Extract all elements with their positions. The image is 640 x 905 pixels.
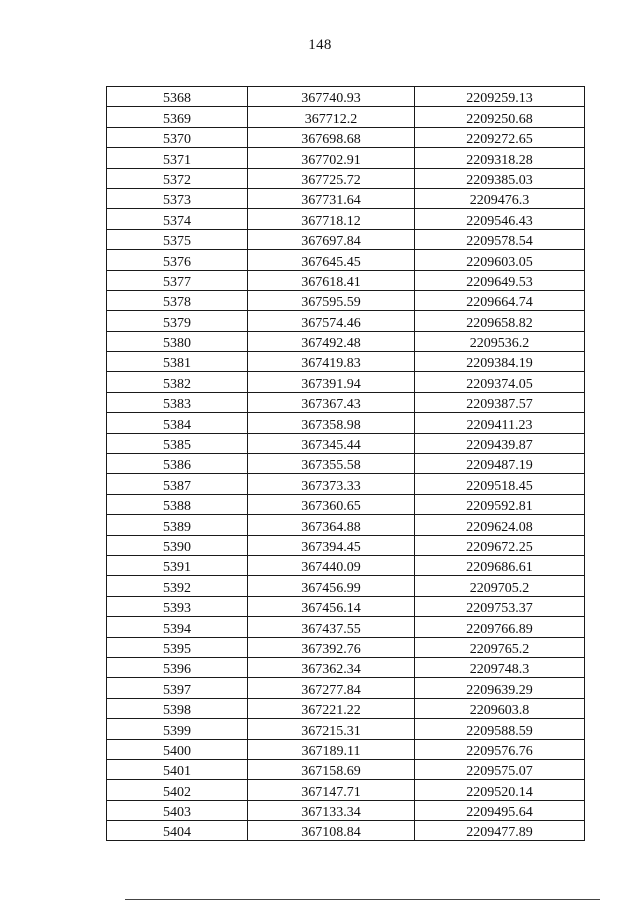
cell-text: 5386	[163, 458, 191, 474]
table-row	[107, 555, 585, 575]
cell-text: 367725.72	[301, 172, 361, 188]
cell-text: 5377	[163, 274, 191, 290]
coordinates-table	[106, 86, 585, 841]
cell-text: 367221.22	[301, 703, 361, 719]
x-coordinate-cell	[248, 433, 415, 453]
point-number-cell	[107, 433, 248, 453]
y-coordinate-cell	[415, 719, 585, 739]
cell-text: 2209664.74	[466, 295, 533, 311]
cell-text: 5390	[163, 539, 191, 555]
cell-text: 367440.09	[301, 560, 361, 576]
table-row	[107, 168, 585, 188]
y-coordinate-cell	[415, 433, 585, 453]
x-coordinate-cell	[248, 413, 415, 433]
x-coordinate-cell	[248, 107, 415, 127]
x-coordinate-cell	[248, 678, 415, 698]
x-coordinate-cell	[248, 474, 415, 494]
cell-text: 5396	[163, 662, 191, 678]
cell-text: 2209592.81	[466, 499, 533, 515]
y-coordinate-cell	[415, 352, 585, 372]
y-coordinate-cell	[415, 127, 585, 147]
cell-text: 367360.65	[301, 499, 361, 515]
point-number-cell	[107, 331, 248, 351]
cell-text: 367367.43	[301, 397, 361, 413]
cell-text: 367364.88	[301, 519, 361, 535]
cell-text: 5382	[163, 376, 191, 392]
cell-text: 367645.45	[301, 254, 361, 270]
y-coordinate-cell	[415, 270, 585, 290]
y-coordinate-cell	[415, 535, 585, 555]
point-number-cell	[107, 596, 248, 616]
x-coordinate-cell	[248, 127, 415, 147]
cell-text: 367392.76	[301, 641, 361, 657]
x-coordinate-cell	[248, 270, 415, 290]
table-row	[107, 739, 585, 759]
cell-text: 367740.93	[301, 91, 361, 107]
cell-text: 2209272.65	[466, 132, 533, 148]
cell-text: 5403	[163, 805, 191, 821]
table-row	[107, 433, 585, 453]
cell-text: 2209536.2	[469, 336, 530, 352]
y-coordinate-cell	[415, 780, 585, 800]
y-coordinate-cell	[415, 494, 585, 514]
y-coordinate-cell	[415, 229, 585, 249]
table-row	[107, 780, 585, 800]
point-number-cell	[107, 290, 248, 310]
y-coordinate-cell	[415, 821, 585, 841]
table-row	[107, 719, 585, 739]
point-number-cell	[107, 148, 248, 168]
table-row	[107, 87, 585, 107]
table-row	[107, 392, 585, 412]
point-number-cell	[107, 392, 248, 412]
cell-text: 367158.69	[301, 764, 361, 780]
cell-text: 2209753.37	[466, 601, 533, 617]
y-coordinate-cell	[415, 372, 585, 392]
point-number-cell	[107, 209, 248, 229]
point-number-cell	[107, 821, 248, 841]
cell-text: 5395	[163, 641, 191, 657]
cell-text: 367618.41	[301, 274, 361, 290]
point-number-cell	[107, 188, 248, 208]
cell-text: 2209387.57	[466, 397, 533, 413]
table-row	[107, 800, 585, 820]
point-number-cell	[107, 250, 248, 270]
x-coordinate-cell	[248, 698, 415, 718]
point-number-cell	[107, 270, 248, 290]
table-row	[107, 229, 585, 249]
cell-text: 367698.68	[301, 132, 361, 148]
cell-text: 367358.98	[301, 417, 361, 433]
cell-text: 2209318.28	[466, 152, 533, 168]
cell-text: 2209639.29	[466, 682, 533, 698]
point-number-cell	[107, 576, 248, 596]
y-coordinate-cell	[415, 290, 585, 310]
table-row	[107, 657, 585, 677]
cell-text: 367595.59	[301, 295, 361, 311]
y-coordinate-cell	[415, 392, 585, 412]
point-number-cell	[107, 168, 248, 188]
point-number-cell	[107, 474, 248, 494]
point-number-cell	[107, 413, 248, 433]
y-coordinate-cell	[415, 168, 585, 188]
x-coordinate-cell	[248, 555, 415, 575]
y-coordinate-cell	[415, 107, 585, 127]
cell-text: 5385	[163, 438, 191, 454]
cell-text: 367697.84	[301, 234, 361, 250]
table-row	[107, 270, 585, 290]
x-coordinate-cell	[248, 637, 415, 657]
x-coordinate-cell	[248, 148, 415, 168]
cell-text: 5402	[163, 784, 191, 800]
y-coordinate-cell	[415, 311, 585, 331]
cell-text: 2209546.43	[466, 213, 533, 229]
point-number-cell	[107, 352, 248, 372]
cell-text: 367492.48	[301, 336, 361, 352]
y-coordinate-cell	[415, 148, 585, 168]
x-coordinate-cell	[248, 188, 415, 208]
y-coordinate-cell	[415, 515, 585, 535]
y-coordinate-cell	[415, 331, 585, 351]
cell-text: 5394	[163, 621, 191, 637]
x-coordinate-cell	[248, 759, 415, 779]
x-coordinate-cell	[248, 250, 415, 270]
point-number-cell	[107, 617, 248, 637]
cell-text: 5371	[163, 152, 191, 168]
point-number-cell	[107, 800, 248, 820]
table-row	[107, 372, 585, 392]
table-row	[107, 107, 585, 127]
cell-text: 2209439.87	[466, 438, 533, 454]
table-row	[107, 413, 585, 433]
cell-text: 367437.55	[301, 621, 361, 637]
x-coordinate-cell	[248, 209, 415, 229]
cell-text: 2209250.68	[466, 111, 533, 127]
table-row	[107, 535, 585, 555]
bottom-rule	[125, 899, 600, 900]
cell-text: 2209495.64	[466, 805, 533, 821]
table-row	[107, 576, 585, 596]
y-coordinate-cell	[415, 555, 585, 575]
x-coordinate-cell	[248, 168, 415, 188]
y-coordinate-cell	[415, 474, 585, 494]
y-coordinate-cell	[415, 413, 585, 433]
table-row	[107, 331, 585, 351]
point-number-cell	[107, 678, 248, 698]
point-number-cell	[107, 535, 248, 555]
y-coordinate-cell	[415, 739, 585, 759]
cell-text: 2209649.53	[466, 274, 533, 290]
cell-text: 5397	[163, 682, 191, 698]
x-coordinate-cell	[248, 576, 415, 596]
x-coordinate-cell	[248, 311, 415, 331]
x-coordinate-cell	[248, 290, 415, 310]
cell-text: 367345.44	[301, 438, 361, 454]
cell-text: 2209748.3	[469, 662, 530, 678]
cell-text: 5384	[163, 417, 191, 433]
cell-text: 367108.84	[301, 825, 361, 841]
cell-text: 367712.2	[304, 111, 358, 127]
table-row	[107, 494, 585, 514]
cell-text: 367355.58	[301, 458, 361, 474]
cell-text: 2209411.23	[466, 417, 533, 433]
cell-text: 5380	[163, 336, 191, 352]
cell-text: 5391	[163, 560, 191, 576]
point-number-cell	[107, 229, 248, 249]
cell-text: 5369	[163, 111, 191, 127]
cell-text: 2209603.05	[466, 254, 533, 270]
point-number-cell	[107, 494, 248, 514]
table-row	[107, 515, 585, 535]
cell-text: 2209259.13	[466, 91, 533, 107]
y-coordinate-cell	[415, 800, 585, 820]
table-row	[107, 352, 585, 372]
y-coordinate-cell	[415, 637, 585, 657]
y-coordinate-cell	[415, 87, 585, 107]
point-number-cell	[107, 127, 248, 147]
x-coordinate-cell	[248, 596, 415, 616]
table-row	[107, 759, 585, 779]
cell-text: 2209575.07	[466, 764, 533, 780]
cell-text: 367394.45	[301, 539, 361, 555]
cell-text: 367133.34	[301, 805, 361, 821]
cell-text: 2209518.45	[466, 478, 533, 494]
x-coordinate-cell	[248, 87, 415, 107]
cell-text: 5376	[163, 254, 191, 270]
y-coordinate-cell	[415, 250, 585, 270]
x-coordinate-cell	[248, 454, 415, 474]
cell-text: 5398	[163, 703, 191, 719]
point-number-cell	[107, 454, 248, 474]
cell-text: 5383	[163, 397, 191, 413]
x-coordinate-cell	[248, 657, 415, 677]
cell-text: 5388	[163, 499, 191, 515]
cell-text: 2209705.2	[469, 580, 530, 596]
table-row	[107, 474, 585, 494]
x-coordinate-cell	[248, 800, 415, 820]
y-coordinate-cell	[415, 657, 585, 677]
x-coordinate-cell	[248, 372, 415, 392]
y-coordinate-cell	[415, 576, 585, 596]
cell-text: 5372	[163, 172, 191, 188]
y-coordinate-cell	[415, 209, 585, 229]
x-coordinate-cell	[248, 719, 415, 739]
point-number-cell	[107, 657, 248, 677]
point-number-cell	[107, 107, 248, 127]
x-coordinate-cell	[248, 494, 415, 514]
point-number-cell	[107, 698, 248, 718]
point-number-cell	[107, 555, 248, 575]
cell-text: 2209588.59	[466, 723, 533, 739]
y-coordinate-cell	[415, 698, 585, 718]
cell-text: 367391.94	[301, 376, 361, 392]
table-row	[107, 596, 585, 616]
table-row	[107, 454, 585, 474]
cell-text: 2209658.82	[466, 315, 533, 331]
point-number-cell	[107, 87, 248, 107]
cell-text: 5379	[163, 315, 191, 331]
x-coordinate-cell	[248, 515, 415, 535]
point-number-cell	[107, 311, 248, 331]
cell-text: 367731.64	[301, 193, 361, 209]
point-number-cell	[107, 719, 248, 739]
cell-text: 5401	[163, 764, 191, 780]
table-row	[107, 698, 585, 718]
table-row	[107, 209, 585, 229]
table-row	[107, 311, 585, 331]
table-row	[107, 617, 585, 637]
cell-text: 2209686.61	[466, 560, 533, 576]
table-row	[107, 290, 585, 310]
x-coordinate-cell	[248, 821, 415, 841]
cell-text: 5370	[163, 132, 191, 148]
cell-text: 5404	[163, 825, 191, 841]
cell-text: 2209476.3	[469, 193, 530, 209]
cell-text: 2209672.25	[466, 539, 533, 555]
cell-text: 2209477.89	[466, 825, 533, 841]
y-coordinate-cell	[415, 596, 585, 616]
table-row	[107, 127, 585, 147]
cell-text: 2209603.8	[469, 703, 530, 719]
cell-text: 367574.46	[301, 315, 361, 331]
cell-text: 5381	[163, 356, 191, 372]
coordinates-table-body	[107, 87, 585, 841]
cell-text: 2209487.19	[466, 458, 533, 474]
cell-text: 367189.11	[301, 743, 361, 759]
cell-text: 2209384.19	[466, 356, 533, 372]
cell-text: 367419.83	[301, 356, 361, 372]
table-row	[107, 250, 585, 270]
cell-text: 367147.71	[301, 784, 361, 800]
cell-text: 367456.14	[301, 601, 361, 617]
cell-text: 5392	[163, 580, 191, 596]
x-coordinate-cell	[248, 392, 415, 412]
table-row	[107, 678, 585, 698]
cell-text: 5378	[163, 295, 191, 311]
point-number-cell	[107, 515, 248, 535]
x-coordinate-cell	[248, 739, 415, 759]
cell-text: 5373	[163, 193, 191, 209]
table-row	[107, 821, 585, 841]
x-coordinate-cell	[248, 780, 415, 800]
cell-text: 2209624.08	[466, 519, 533, 535]
cell-text: 367277.84	[301, 682, 361, 698]
cell-text: 2209374.05	[466, 376, 533, 392]
cell-text: 5400	[163, 743, 191, 759]
x-coordinate-cell	[248, 535, 415, 555]
point-number-cell	[107, 780, 248, 800]
cell-text: 2209766.89	[466, 621, 533, 637]
cell-text: 5389	[163, 519, 191, 535]
y-coordinate-cell	[415, 617, 585, 637]
x-coordinate-cell	[248, 229, 415, 249]
cell-text: 2209765.2	[469, 641, 530, 657]
x-coordinate-cell	[248, 352, 415, 372]
y-coordinate-cell	[415, 678, 585, 698]
table-row	[107, 188, 585, 208]
point-number-cell	[107, 739, 248, 759]
cell-text: 5387	[163, 478, 191, 494]
y-coordinate-cell	[415, 759, 585, 779]
cell-text: 367702.91	[301, 152, 361, 168]
cell-text: 367373.33	[301, 478, 361, 494]
point-number-cell	[107, 372, 248, 392]
cell-text: 367362.34	[301, 662, 361, 678]
cell-text: 367718.12	[301, 213, 361, 229]
cell-text: 367456.99	[301, 580, 361, 596]
x-coordinate-cell	[248, 617, 415, 637]
cell-text: 2209385.03	[466, 172, 533, 188]
page-number: 148	[308, 37, 332, 53]
cell-text: 5399	[163, 723, 191, 739]
table-row	[107, 148, 585, 168]
x-coordinate-cell	[248, 331, 415, 351]
point-number-cell	[107, 759, 248, 779]
cell-text: 5375	[163, 234, 191, 250]
table-row	[107, 637, 585, 657]
y-coordinate-cell	[415, 454, 585, 474]
cell-text: 2209576.76	[466, 743, 533, 759]
cell-text: 2209578.54	[466, 234, 533, 250]
cell-text: 5368	[163, 91, 191, 107]
cell-text: 5374	[163, 213, 191, 229]
cell-text: 5393	[163, 601, 191, 617]
cell-text: 367215.31	[301, 723, 361, 739]
cell-text: 2209520.14	[466, 784, 533, 800]
y-coordinate-cell	[415, 188, 585, 208]
point-number-cell	[107, 637, 248, 657]
